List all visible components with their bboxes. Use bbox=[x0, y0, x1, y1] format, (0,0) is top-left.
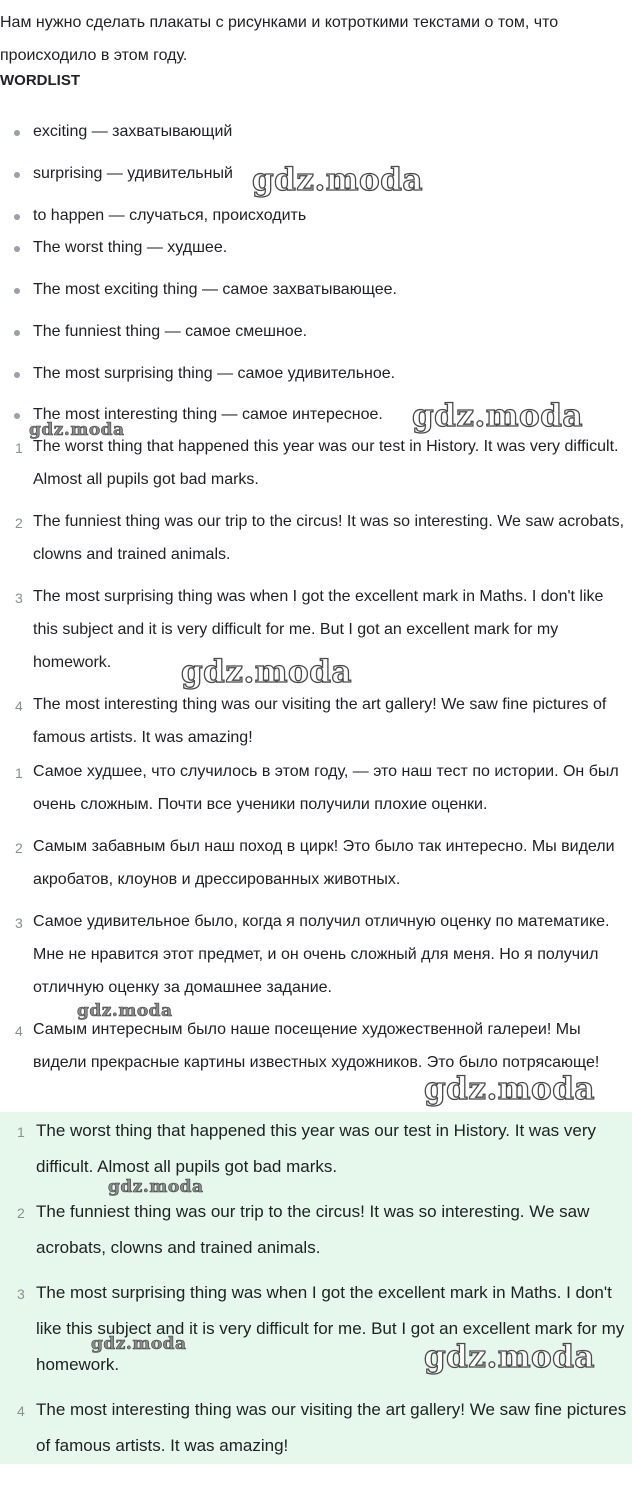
watermark-logo: gdz.moda bbox=[29, 420, 125, 440]
highlighted-paragraph: The worst thing that happened this year was our test in History. It was very difficult. Almost all pupils got bad marks. bbox=[36, 1121, 596, 1176]
watermark-logo: gdz.moda bbox=[108, 1177, 204, 1197]
russian-paragraph: Самым забавным был наш поход в цирк! Это было так интересно. Мы видели акробатов, клоунов и дрессированных животных. bbox=[33, 838, 615, 888]
item-number: 1 bbox=[15, 440, 23, 456]
bullet-icon bbox=[14, 246, 20, 252]
item-number: 1 bbox=[17, 1124, 25, 1140]
highlighted-paragraph: The most surprising thing was when I got the excellent mark in Maths. I don't like this subject and it is very difficult for me. But I got an excellent mark for my homework. bbox=[36, 1283, 625, 1374]
item-number: 1 bbox=[15, 765, 23, 781]
item-number: 4 bbox=[17, 1403, 25, 1419]
bullet-icon bbox=[14, 372, 20, 378]
watermark-logo: gdz.moda bbox=[252, 162, 423, 198]
item-number: 4 bbox=[15, 1023, 23, 1039]
bullet-icon bbox=[14, 130, 20, 136]
bullet-icon bbox=[14, 172, 20, 178]
wordlist-item: The funniest thing — самое смешное. bbox=[33, 323, 308, 340]
item-number: 3 bbox=[15, 590, 23, 606]
bullet-icon bbox=[14, 413, 20, 419]
watermark-logo: gdz.moda bbox=[412, 398, 583, 434]
wordlist-item: The worst thing — худшее. bbox=[33, 239, 228, 256]
english-paragraph: The most surprising thing was when I got the excellent mark in Maths. I don't like this subject and it is very difficult for me. But I got an excellent mark for my homework. bbox=[33, 588, 604, 671]
english-paragraph: The funniest thing was our trip to the circus! It was so interesting. We saw acrobats, clowns and trained animals. bbox=[33, 513, 625, 563]
russian-paragraph: Самое удивительное было, когда я получил отличную оценку по математике. Мне не нравится этот предмет, и он очень сложный для меня. Но я получил отличную оценку за домашнее задание. bbox=[33, 913, 610, 996]
intro-text: Нам нужно сделать плакаты с рисунками и котроткими текстами о том, что происходило в этом году. bbox=[0, 14, 559, 64]
wordlist-item: surprising — удивительный bbox=[33, 165, 233, 182]
wordlist-item: exciting — захватывающий bbox=[33, 123, 233, 140]
russian-paragraph: Самым интересным было наше посещение художественной галереи! Мы видели прекрасные картины известных художников. Это было потрясающе! bbox=[33, 1021, 600, 1071]
wordlist-item: to happen — случаться, происходить bbox=[33, 207, 307, 224]
watermark-logo: gdz.moda bbox=[77, 1001, 173, 1021]
item-number: 3 bbox=[15, 915, 23, 931]
wordlist-item: The most surprising thing — самое удивительное. bbox=[33, 365, 396, 382]
english-paragraph: The worst thing that happened this year was our test in History. It was very difficult. Almost all pupils got bad marks. bbox=[33, 438, 619, 488]
wordlist-title: WORDLIST bbox=[0, 72, 80, 89]
watermark-logo: gdz.moda bbox=[181, 654, 352, 690]
watermark-logo: gdz.moda bbox=[424, 1071, 595, 1107]
highlighted-paragraph: The most interesting thing was our visiting the art gallery! We saw fine pictures of famous artists. It was amazing! bbox=[36, 1400, 627, 1455]
highlighted-paragraph: The funniest thing was our trip to the circus! It was so interesting. We saw acrobats, clowns and trained animals. bbox=[36, 1202, 590, 1257]
watermark-logo: gdz.moda bbox=[424, 1339, 595, 1375]
english-paragraph: The most interesting thing was our visiting the art gallery! We saw fine pictures of famous artists. It was amazing! bbox=[33, 696, 607, 746]
item-number: 2 bbox=[17, 1205, 25, 1221]
wordlist-item: The most exciting thing — самое захватывающее. bbox=[33, 281, 397, 298]
bullet-icon bbox=[14, 330, 20, 336]
item-number: 2 bbox=[15, 515, 23, 531]
bullet-icon bbox=[14, 288, 20, 294]
item-number: 2 bbox=[15, 840, 23, 856]
bullet-icon bbox=[14, 214, 20, 220]
item-number: 4 bbox=[15, 698, 23, 714]
item-number: 3 bbox=[17, 1286, 25, 1302]
wordlist-item: The most interesting thing — самое интересное. bbox=[33, 406, 383, 423]
russian-paragraph: Самое худшее, что случилось в этом году, — это наш тест по истории. Он был очень сложным. Почти все ученики получили плохие оценки. bbox=[33, 763, 619, 813]
watermark-logo: gdz.moda bbox=[91, 1334, 187, 1354]
